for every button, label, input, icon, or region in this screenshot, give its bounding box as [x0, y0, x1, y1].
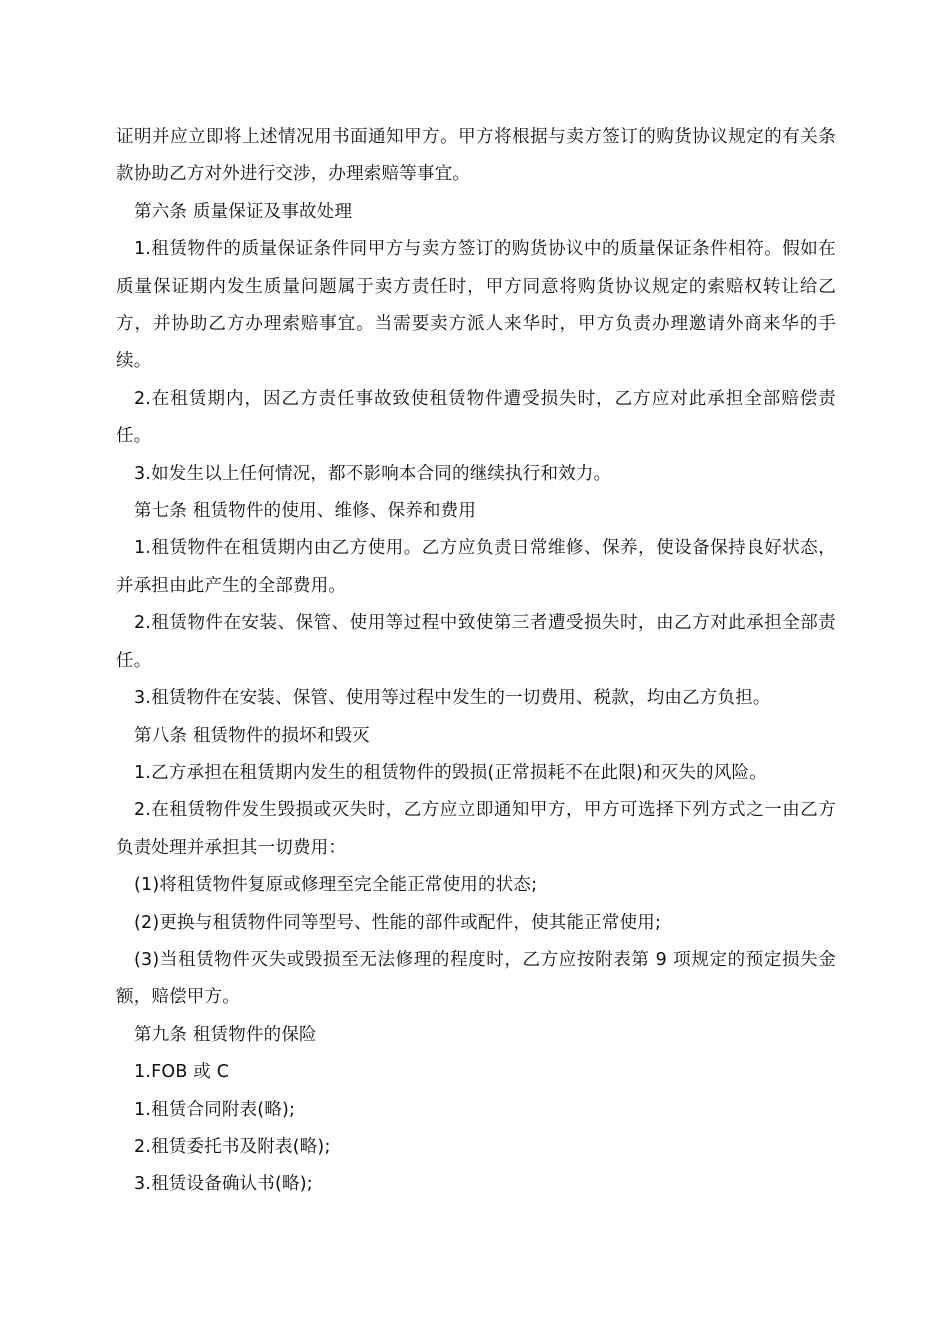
- article-9-clause-1: 1.FOB 或 C: [134, 1062, 230, 1083]
- article-7-clause-3: 3.租赁物件在安装、保管、使用等过程中发生的一切费用、税款，均由乙方负担。: [134, 688, 771, 709]
- attachment-item-2: 2.租赁委托书及附表(略);: [134, 1136, 331, 1157]
- article-7-clause-2: 2.租赁物件在安装、保管、使用等过程中致使第三者遭受损失时，由乙方对此承担全部责任。: [116, 613, 836, 671]
- article-7-heading: 第七条 租赁物件的使用、维修、保养和费用: [134, 501, 477, 522]
- article-8-option-2: (2)更换与租赁物件同等型号、性能的部件或配件，使其能正常使用;: [134, 912, 662, 933]
- article-8-clause-1: 1.乙方承担在租赁期内发生的租赁物件的毁损(正常损耗不在此限)和灭失的风险。: [134, 762, 767, 783]
- article-9-heading: 第九条 租赁物件的保险: [134, 1024, 317, 1045]
- article-7-clause-1: 1.租赁物件在租赁期内由乙方使用。乙方应负责日常维修、保养，使设备保持良好状态，并承担由此产生的全部费用。: [116, 538, 836, 596]
- article-8-clause-2: 2.在租赁物件发生毁损或灭失时，乙方应立即通知甲方，甲方可选择下列方式之一由乙方负责处理并承担其一切费用：: [116, 800, 836, 858]
- document-body: [116, 119, 836, 1204]
- article-6-heading: 第六条 质量保证及事故处理: [134, 201, 353, 222]
- article-6-clause-3: 3.如发生以上任何情况，都不影响本合同的继续执行和效力。: [134, 463, 612, 484]
- article-8-heading: 第八条 租赁物件的损坏和毁灭: [134, 725, 370, 746]
- attachment-item-3: 3.租赁设备确认书(略);: [134, 1174, 313, 1195]
- article-6-clause-1: 1.租赁物件的质量保证条件同甲方与卖方签订的购货协议中的质量保证条件相符。假如在质量保证期内发生质量问题属于卖方责任时，甲方同意将购货协议规定的索赔权转让给乙方，并协助乙方办理索赔事宜。当需要卖方派人来华时，甲方负责办理邀请外商来华的手续。: [116, 239, 836, 372]
- attachment-item-1: 1.租赁合同附表(略);: [134, 1099, 296, 1120]
- article-8-option-1: (1)将租赁物件复原或修理至完全能正常使用的状态;: [134, 875, 538, 896]
- paragraph-continuation: 证明并应立即将上述情况用书面通知甲方。甲方将根据与卖方签订的购货协议规定的有关条款协助乙方对外进行交涉，办理索赔等事宜。: [116, 127, 836, 185]
- article-6-clause-2: 2.在租赁期内，因乙方责任事故致使租赁物件遭受损失时，乙方应对此承担全部赔偿责任。: [116, 388, 836, 447]
- article-8-option-3: (3)当租赁物件灭失或毁损至无法修理的程度时，乙方应按附表第 9 项规定的预定损失金额，赔偿甲方。: [116, 949, 836, 1008]
